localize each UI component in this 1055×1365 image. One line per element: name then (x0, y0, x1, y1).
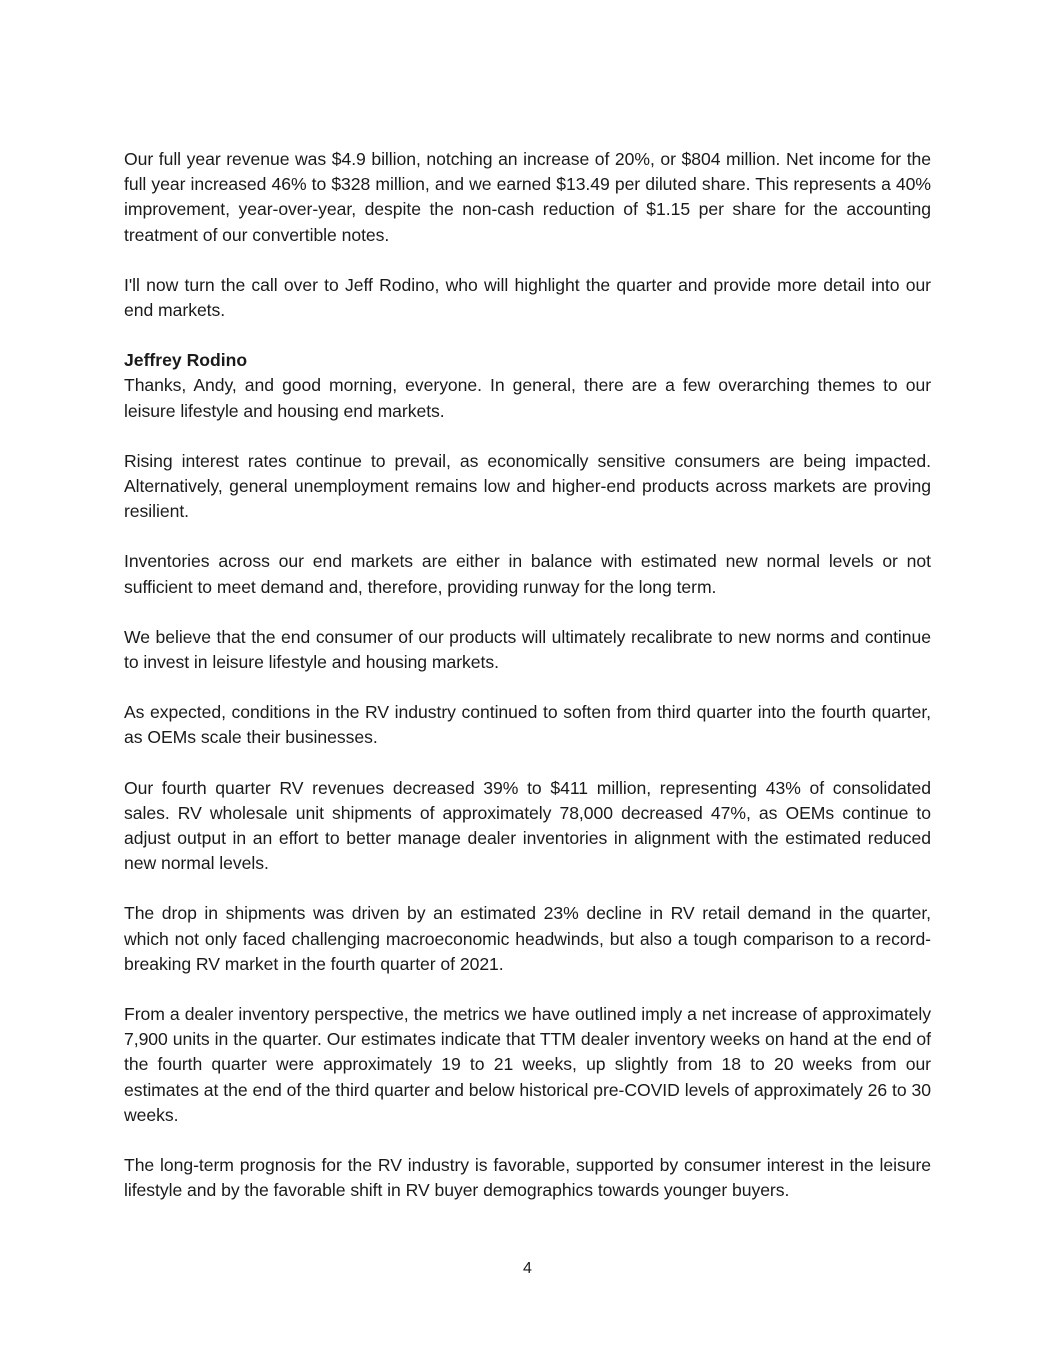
paragraph-shipments-drop: The drop in shipments was driven by an estimated 23% decline in RV retail demand in the quarter, which not only faced challenging macroeconomic headwinds, but also a tough comparison to a record-breaking RV market in the fourth quarter of 2021. (124, 903, 931, 974)
paragraph-opening-remarks: Thanks, Andy, and good morning, everyone. In general, there are a few overarching themes to our leisure lifestyle and housing end markets. (124, 375, 931, 421)
paragraph-interest-rates: Rising interest rates continue to prevail, as economically sensitive consumers are being impacted. Alternatively, general unemployment remains low and higher-end products across markets are proving resilient. (124, 450, 931, 522)
document-page (124, 147, 931, 1229)
paragraph-rv-conditions: As expected, conditions in the RV industry continued to soften from third quarter into the fourth quarter, as OEMs scale their businesses. (124, 702, 931, 748)
paragraph-end-consumer: We believe that the end consumer of our products will ultimately recalibrate to new norms and continue to invest in leisure lifestyle and housing markets. (124, 626, 931, 673)
paragraph-rv-revenues: Our fourth quarter RV revenues decreased 39% to $411 million, representing 43% of consolidated sales. RV wholesale unit shipments of approximately 78,000 decreased 47%, as OEMs continue to adjust output in an effort to better manage dealer inventories in alignment with the estimated reduced new normal levels. (124, 777, 931, 874)
paragraph-long-term-prognosis: The long-term prognosis for the RV industry is favorable, supported by consumer interest in the leisure lifestyle and by the favorable shift in RV buyer demographics towards younger buyers. (124, 1155, 931, 1201)
paragraph-full-year-revenue: Our full year revenue was $4.9 billion, notching an increase of 20%, or $804 million. Net income for the full year increased 46% to $328 million, and we earned $13.49 per diluted share. This represents a 40% improvement, year-over-year, despite the non-cash reduction of $1.15 per share for the accounting treatment of our convertible notes. (124, 149, 931, 245)
page-number: 4 (523, 1260, 532, 1277)
speaker-section (124, 348, 931, 424)
paragraph-handoff: I'll now turn the call over to Jeff Rodino, who will highlight the quarter and provide more detail into our end markets. (124, 274, 931, 321)
paragraph-inventories: Inventories across our end markets are either in balance with estimated new normal levels or not sufficient to meet demand and, therefore, providing runway for the long term. (124, 551, 931, 597)
paragraph-dealer-inventory: From a dealer inventory perspective, the metrics we have outlined imply a net increase of approximately 7,900 units in the quarter. Our estimates indicate that TTM dealer inventory weeks on hand at the end of the fourth quarter were approximately 19 to 21 weeks, up slightly from 18 to 20 weeks from our estimates at the end of the third quarter and below historical pre-COVID levels of approximately 26 to 30 weeks. (124, 1004, 931, 1125)
speaker-name: Jeffrey Rodino (124, 350, 248, 371)
